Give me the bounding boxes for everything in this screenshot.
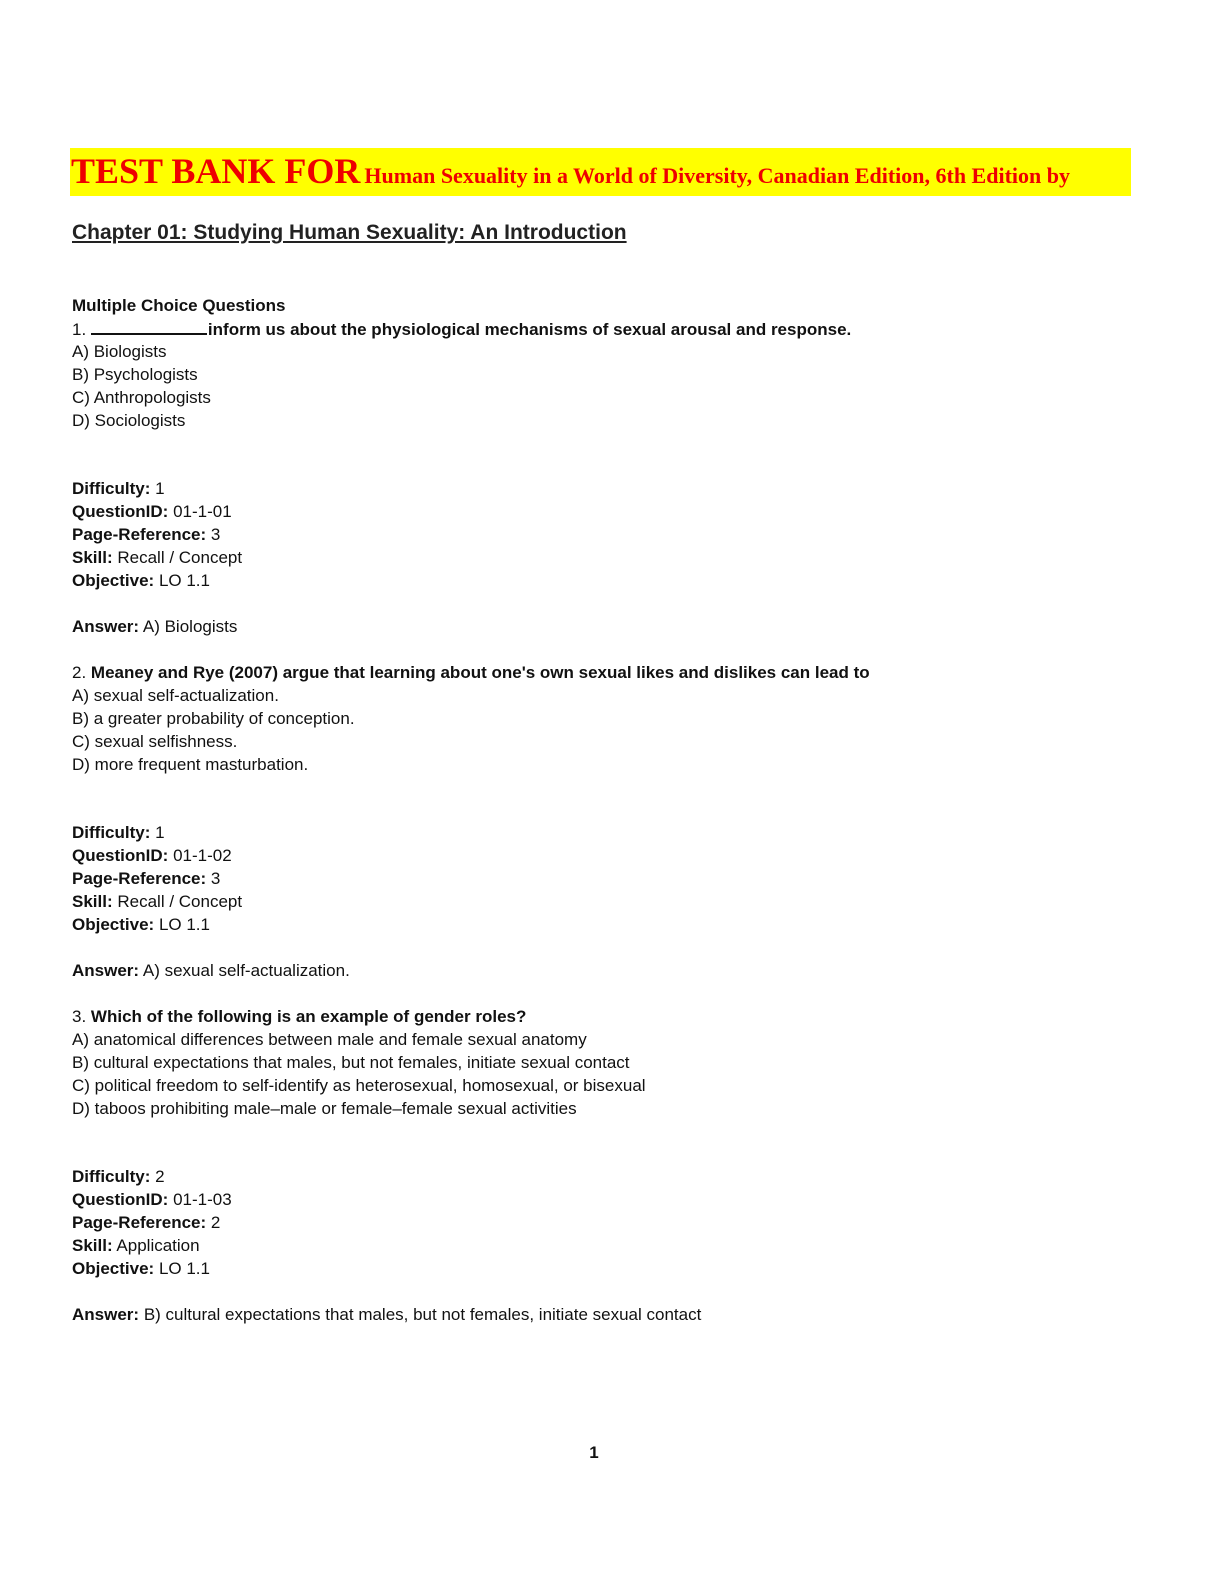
page-reference-label: Page-Reference:	[72, 525, 207, 544]
page-number: 1	[589, 1443, 599, 1462]
answer-row	[72, 959, 1172, 982]
option: C) sexual selfishness.	[72, 732, 238, 751]
question-text: inform us about the physiological mechanisms of sexual arousal and response.	[207, 320, 852, 339]
skill-row	[72, 546, 1172, 569]
option: D) more frequent masturbation.	[72, 755, 309, 774]
question-block-1	[72, 317, 1172, 661]
answer-label: Answer:	[72, 1305, 140, 1324]
answer-value: A) sexual self-actualization.	[142, 961, 350, 980]
question-id-row	[72, 1188, 1172, 1211]
question-id-label: QuestionID:	[72, 502, 169, 521]
answer-row	[72, 615, 1172, 638]
page-reference-row	[72, 523, 1172, 546]
objective-value: LO 1.1	[158, 1259, 210, 1278]
section-title: Multiple Choice Questions	[72, 296, 286, 315]
title-banner	[70, 148, 1131, 196]
option: C) political freedom to self-identify as heterosexual, homosexual, or bisexual	[72, 1076, 646, 1095]
page-reference-value: 2	[210, 1213, 221, 1232]
question-text: Meaney and Rye (2007) argue that learning about one's own sexual likes and dislikes can lead to	[90, 663, 870, 682]
page-reference-label: Page-Reference:	[72, 869, 207, 888]
difficulty-value: 1	[155, 479, 165, 498]
chapter-title: Chapter 01: Studying Human Sexuality: An Introduction	[72, 221, 627, 244]
skill-row	[72, 890, 1172, 913]
answer-value: B) cultural expectations that males, but not females, initiate sexual contact	[143, 1305, 702, 1324]
page-reference-value: 3	[210, 525, 221, 544]
page-reference-row	[72, 1211, 1172, 1234]
question-id-row	[72, 844, 1172, 867]
objective-label: Objective:	[72, 1259, 155, 1278]
option: D) taboos prohibiting male–male or female–female sexual activities	[72, 1099, 577, 1118]
answer-label: Answer:	[72, 961, 140, 980]
question-stem	[72, 661, 1172, 684]
skill-label: Skill:	[72, 1236, 113, 1255]
difficulty-label: Difficulty:	[72, 479, 151, 498]
page-reference-value: 3	[210, 869, 221, 888]
difficulty-value: 2	[155, 1167, 165, 1186]
difficulty-value: 1	[155, 823, 165, 842]
option: A) anatomical differences between male and female sexual anatomy	[72, 1030, 587, 1049]
objective-value: LO 1.1	[158, 915, 210, 934]
question-id-row	[72, 500, 1172, 523]
difficulty-label: Difficulty:	[72, 1167, 151, 1186]
difficulty-label: Difficulty:	[72, 823, 151, 842]
question-number: 3.	[72, 1007, 87, 1026]
difficulty-row	[72, 1165, 1172, 1188]
skill-value: Application	[116, 1236, 200, 1255]
objective-label: Objective:	[72, 571, 155, 590]
question-text: Which of the following is an example of gender roles?	[90, 1007, 527, 1026]
difficulty-row	[72, 477, 1172, 500]
question-id-value: 01-1-01	[173, 502, 232, 521]
option: D) Sociologists	[72, 411, 186, 430]
objective-row	[72, 913, 1172, 936]
skill-label: Skill:	[72, 548, 113, 567]
banner-title: Human Sexuality in a World of Diversity, Canadian Edition, 6th Edition by	[364, 163, 1070, 188]
answer-label: Answer:	[72, 617, 140, 636]
question-number: 2.	[72, 663, 87, 682]
question-number: 1.	[72, 320, 87, 339]
objective-row	[72, 569, 1172, 592]
question-stem	[72, 1005, 1172, 1028]
option: A) sexual self-actualization.	[72, 686, 279, 705]
skill-value: Recall / Concept	[117, 548, 243, 567]
question-block-3	[72, 1005, 1172, 1326]
skill-value: Recall / Concept	[117, 892, 243, 911]
skill-row	[72, 1234, 1172, 1257]
objective-row	[72, 1257, 1172, 1280]
question-id-label: QuestionID:	[72, 846, 169, 865]
objective-value: LO 1.1	[158, 571, 210, 590]
question-list	[72, 294, 1172, 1326]
question-block-2	[72, 661, 1172, 1005]
option: A) Biologists	[72, 342, 167, 361]
option: B) Psychologists	[72, 365, 198, 384]
question-id-label: QuestionID:	[72, 1190, 169, 1209]
option: C) Anthropologists	[72, 388, 211, 407]
question-id-value: 01-1-03	[173, 1190, 232, 1209]
skill-label: Skill:	[72, 892, 113, 911]
fill-in-blank	[91, 317, 207, 335]
question-id-value: 01-1-02	[173, 846, 232, 865]
question-stem	[72, 317, 1172, 340]
option: B) a greater probability of conception.	[72, 709, 355, 728]
answer-value: A) Biologists	[142, 617, 238, 636]
banner-prefix: TEST BANK FOR	[71, 151, 361, 191]
difficulty-row	[72, 821, 1172, 844]
page-reference-label: Page-Reference:	[72, 1213, 207, 1232]
objective-label: Objective:	[72, 915, 155, 934]
option: B) cultural expectations that males, but not females, initiate sexual contact	[72, 1053, 630, 1072]
page-reference-row	[72, 867, 1172, 890]
answer-row	[72, 1303, 1172, 1326]
